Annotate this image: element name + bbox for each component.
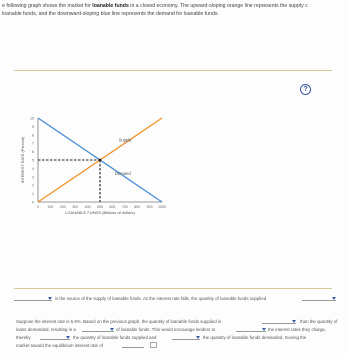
intro-rest: in a closed economy. The upward-sloping orange line represents the supply c: [128, 3, 308, 9]
q2-line2a: loans demanded, resulting in a: [16, 327, 76, 332]
divider-top: [14, 70, 332, 71]
percent-box[interactable]: [150, 342, 157, 348]
y-tick-label: 9: [32, 124, 34, 129]
supply-label: Supply: [118, 137, 132, 143]
x-tick-label: 200: [59, 205, 66, 209]
x-tick-label: 700: [121, 205, 128, 209]
q2-line1-end: than the quantity of: [300, 319, 338, 324]
x-tick-label: 800: [134, 205, 141, 209]
chevron-down-icon: [48, 297, 52, 300]
q1-text: is the source of the supply of loanable funds. As the interest rate falls, the quantity of loanable funds supplied: [55, 296, 267, 301]
y-tick-label: 7: [32, 141, 34, 146]
chevron-down-icon: [292, 320, 296, 323]
y-tick-label: 2: [32, 183, 34, 188]
y-tick-label: 5: [32, 158, 34, 163]
q2-line2c: the interest rates they charge,: [268, 327, 327, 332]
y-tick-label: 8: [32, 133, 34, 138]
q2-line1: Suppose the interest rate is 5.5%. Based on the previous graph, the quantity of loanable funds supplied is: [16, 319, 222, 324]
q2-dropdown-compare[interactable]: [262, 317, 296, 324]
help-icon[interactable]: ?: [300, 84, 311, 95]
q2-line4: market toward the equilibrium interest rate of: [16, 343, 103, 348]
intro-line2: loanable funds, and the downward-sloping blue line represents the demand for loanable funds.: [2, 11, 219, 17]
y-tick-label: 4: [32, 166, 34, 171]
demand-label: Demand: [114, 171, 131, 177]
x-tick-label: 600: [109, 205, 116, 209]
q1-dropdown[interactable]: [14, 294, 52, 301]
loanable-funds-chart: [0, 100, 350, 260]
x-tick-label: 300: [72, 205, 79, 209]
y-tick-label: 10: [30, 116, 34, 121]
y-tick-label: 6: [32, 150, 34, 155]
y-axis-label: INTEREST RATE (Percent): [21, 136, 25, 184]
chevron-down-icon: [110, 328, 114, 331]
q2-line3a: thereby: [16, 335, 31, 340]
chart-layer: [21, 117, 166, 216]
y-tick-label: 0: [32, 200, 34, 205]
q2-line2b: of loanable funds. This would encourage lenders to: [116, 327, 216, 332]
chevron-down-icon: [262, 328, 266, 331]
q2-line3c: the quantity of loanable funds demanded, moving the: [203, 335, 307, 340]
x-tick-label: 0: [37, 205, 39, 209]
x-tick-label: 1000: [158, 205, 166, 209]
chevron-down-icon: [66, 336, 70, 339]
equilibrium-point: [99, 159, 102, 162]
intro-bold: loanable funds: [92, 3, 129, 9]
chevron-down-icon: [196, 336, 200, 339]
q2-line3b: the quantity of loanable funds supplied and: [73, 335, 157, 340]
q1-dropdown-2[interactable]: [302, 294, 336, 301]
x-tick-label: 400: [84, 205, 91, 209]
intro-lead: e following graph shows the market for: [2, 3, 93, 9]
intro-text: [2, 2, 348, 18]
divider-bottom: [14, 288, 332, 289]
x-tick-label: 900: [146, 205, 153, 209]
y-tick-label: 1: [32, 192, 34, 197]
chevron-down-icon: [332, 297, 336, 300]
x-tick-label: 500: [97, 205, 103, 209]
x-tick-label: 100: [47, 205, 54, 209]
x-axis-label: LOANABLE FUNDS (Billions of dollars): [65, 210, 135, 215]
y-tick-label: 3: [32, 175, 34, 180]
q2-input-rate[interactable]: [122, 341, 144, 348]
